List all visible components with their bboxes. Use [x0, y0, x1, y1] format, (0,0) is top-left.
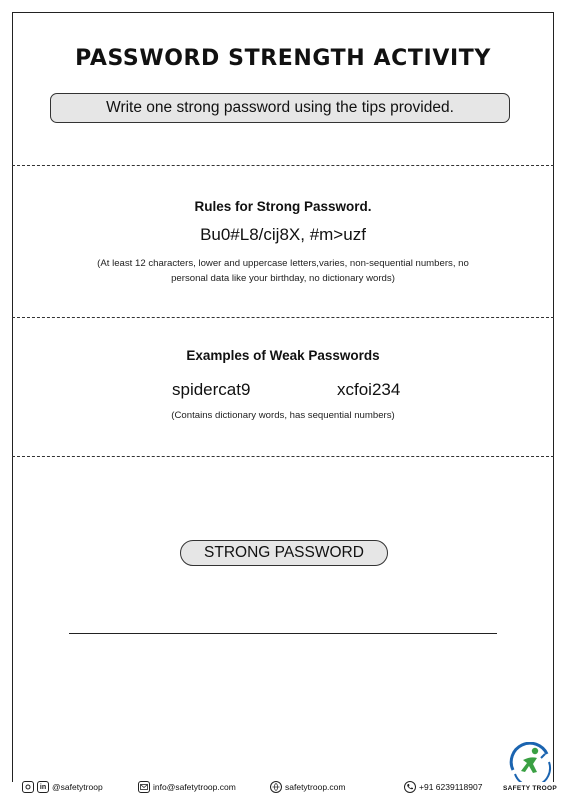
- divider: [12, 456, 554, 457]
- divider: [12, 317, 554, 318]
- rules-note-line2: personal data like your birthday, no dictionary words): [171, 273, 395, 284]
- linkedin-icon: in: [37, 781, 49, 793]
- page-frame: [12, 12, 554, 782]
- safety-troop-logo: [505, 742, 555, 782]
- footer-website: [270, 779, 345, 795]
- divider: [12, 165, 554, 166]
- weak-heading: Examples of Weak Passwords: [186, 348, 380, 363]
- footer-phone: [404, 779, 482, 795]
- globe-icon: [270, 781, 282, 793]
- page-title: PASSWORD STRENGTH ACTIVITY: [75, 46, 491, 71]
- strong-password-example: Bu0#L8/cij8X, #m>uzf: [200, 225, 366, 244]
- strong-password-label: STRONG PASSWORD: [180, 540, 388, 566]
- weak-note: (Contains dictionary words, has sequential numbers): [171, 410, 395, 421]
- weak-password-example-2: xcfoi234: [337, 380, 401, 399]
- footer-social: [22, 779, 103, 795]
- footer-social-handle: @safetytroop: [52, 782, 103, 792]
- instruction-box: Write one strong password using the tips provided.: [50, 93, 510, 123]
- footer-email: [138, 779, 236, 795]
- answer-line[interactable]: [69, 633, 497, 634]
- footer-phone-text: +91 6239118907: [419, 782, 483, 792]
- phone-icon: [404, 781, 416, 793]
- footer-website-text: safetytroop.com: [285, 782, 346, 792]
- rules-heading: Rules for Strong Password.: [194, 199, 372, 214]
- logo-text: SAFETY TROOP: [502, 785, 558, 792]
- weak-password-example-1: spidercat9: [172, 380, 251, 399]
- rules-note-line1: (At least 12 characters, lower and uppercase letters,varies, non-sequential numbers, no: [97, 258, 469, 269]
- email-icon: [138, 781, 150, 793]
- instagram-icon: [22, 781, 34, 793]
- footer-email-text: info@safetytroop.com: [153, 782, 236, 792]
